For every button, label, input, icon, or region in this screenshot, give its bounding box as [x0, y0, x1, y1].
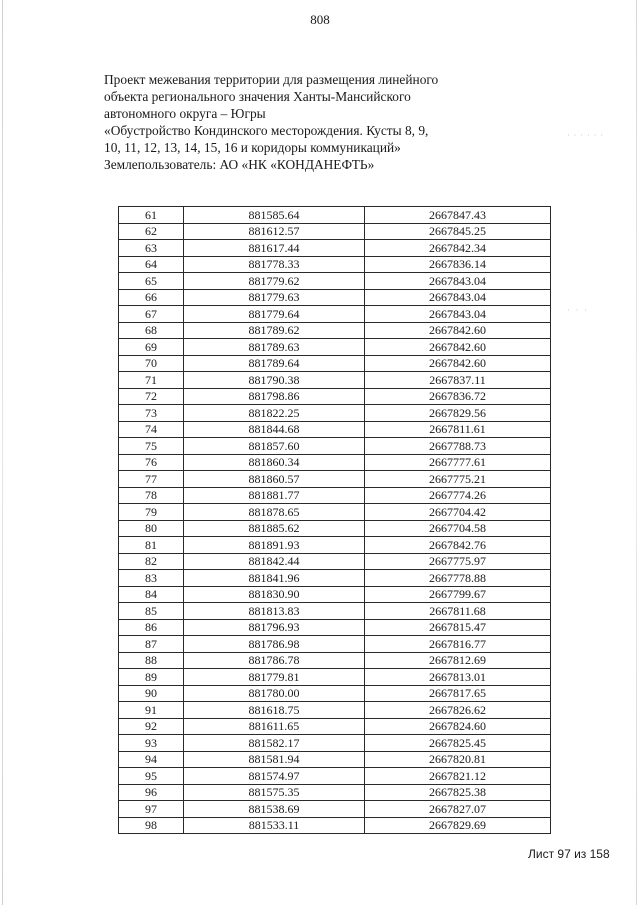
x-coordinate-cell: 881786.98: [184, 636, 365, 653]
y-coordinate-cell: 2667788.73: [365, 438, 551, 455]
point-number-cell: 81: [119, 537, 184, 554]
table-row: [119, 603, 551, 620]
y-coordinate-cell: 2667829.69: [365, 817, 551, 834]
y-coordinate-cell: 2667824.60: [365, 718, 551, 735]
table-row: [119, 207, 551, 224]
x-coordinate-cell: 881533.11: [184, 817, 365, 834]
scan-artifact-mark: · · · · · ·: [567, 131, 604, 140]
x-coordinate-cell: 881830.90: [184, 586, 365, 603]
table-row: [119, 405, 551, 422]
point-number-cell: 64: [119, 256, 184, 273]
header-line: Землепользователь: АО «НК «КОНДАНЕФТЬ»: [104, 157, 375, 172]
y-coordinate-cell: 2667847.43: [365, 207, 551, 224]
table-row: [119, 537, 551, 554]
point-number-cell: 86: [119, 619, 184, 636]
table-row: [119, 240, 551, 257]
point-number-cell: 92: [119, 718, 184, 735]
point-number-cell: 90: [119, 685, 184, 702]
x-coordinate-cell: 881881.77: [184, 487, 365, 504]
y-coordinate-cell: 2667704.42: [365, 504, 551, 521]
y-coordinate-cell: 2667836.14: [365, 256, 551, 273]
point-number-cell: 74: [119, 421, 184, 438]
point-number-cell: 67: [119, 306, 184, 323]
y-coordinate-cell: 2667811.68: [365, 603, 551, 620]
table-row: [119, 570, 551, 587]
table-row: [119, 784, 551, 801]
point-number-cell: 73: [119, 405, 184, 422]
y-coordinate-cell: 2667775.97: [365, 553, 551, 570]
point-number-cell: 84: [119, 586, 184, 603]
x-coordinate-cell: 881885.62: [184, 520, 365, 537]
x-coordinate-cell: 881822.25: [184, 405, 365, 422]
coordinates-table-body: [119, 207, 551, 834]
y-coordinate-cell: 2667842.60: [365, 355, 551, 372]
y-coordinate-cell: 2667704.58: [365, 520, 551, 537]
table-row: [119, 355, 551, 372]
y-coordinate-cell: 2667827.07: [365, 801, 551, 818]
y-coordinate-cell: 2667843.04: [365, 306, 551, 323]
y-coordinate-cell: 2667836.72: [365, 388, 551, 405]
document-header: [104, 71, 464, 173]
table-row: [119, 504, 551, 521]
x-coordinate-cell: 881841.96: [184, 570, 365, 587]
x-coordinate-cell: 881789.64: [184, 355, 365, 372]
table-row: [119, 339, 551, 356]
table-row: [119, 289, 551, 306]
table-row: [119, 702, 551, 719]
y-coordinate-cell: 2667778.88: [365, 570, 551, 587]
y-coordinate-cell: 2667843.04: [365, 273, 551, 290]
point-number-cell: 97: [119, 801, 184, 818]
x-coordinate-cell: 881779.63: [184, 289, 365, 306]
point-number-cell: 76: [119, 454, 184, 471]
table-row: [119, 669, 551, 686]
point-number-cell: 69: [119, 339, 184, 356]
y-coordinate-cell: 2667812.69: [365, 652, 551, 669]
point-number-cell: 89: [119, 669, 184, 686]
table-row: [119, 322, 551, 339]
table-row: [119, 718, 551, 735]
x-coordinate-cell: 881581.94: [184, 751, 365, 768]
x-coordinate-cell: 881790.38: [184, 372, 365, 389]
table-row: [119, 388, 551, 405]
table-row: [119, 652, 551, 669]
x-coordinate-cell: 881860.57: [184, 471, 365, 488]
table-row: [119, 454, 551, 471]
scan-edge-left: [2, 0, 3, 905]
header-line: 10, 11, 12, 13, 14, 15, 16 и коридоры коммуникаций»: [104, 140, 401, 155]
y-coordinate-cell: 2667815.47: [365, 619, 551, 636]
y-coordinate-cell: 2667825.38: [365, 784, 551, 801]
coordinates-table: [118, 206, 551, 834]
y-coordinate-cell: 2667799.67: [365, 586, 551, 603]
point-number-cell: 88: [119, 652, 184, 669]
x-coordinate-cell: 881891.93: [184, 537, 365, 554]
table-row: [119, 586, 551, 603]
point-number-cell: 70: [119, 355, 184, 372]
point-number-cell: 96: [119, 784, 184, 801]
point-number-cell: 82: [119, 553, 184, 570]
point-number-cell: 65: [119, 273, 184, 290]
x-coordinate-cell: 881617.44: [184, 240, 365, 257]
x-coordinate-cell: 881789.63: [184, 339, 365, 356]
point-number-cell: 78: [119, 487, 184, 504]
point-number-cell: 66: [119, 289, 184, 306]
point-number-cell: 61: [119, 207, 184, 224]
x-coordinate-cell: 881582.17: [184, 735, 365, 752]
scan-edge-right: [636, 0, 637, 905]
header-line: «Обустройство Кондинского месторождения. Кусты 8, 9,: [104, 123, 429, 138]
x-coordinate-cell: 881813.83: [184, 603, 365, 620]
y-coordinate-cell: 2667842.76: [365, 537, 551, 554]
header-line: объекта регионального значения Ханты-Мансийского: [104, 89, 411, 104]
table-row: [119, 273, 551, 290]
point-number-cell: 77: [119, 471, 184, 488]
y-coordinate-cell: 2667813.01: [365, 669, 551, 686]
x-coordinate-cell: 881538.69: [184, 801, 365, 818]
point-number-cell: 85: [119, 603, 184, 620]
x-coordinate-cell: 881611.65: [184, 718, 365, 735]
y-coordinate-cell: 2667845.25: [365, 223, 551, 240]
table-row: [119, 487, 551, 504]
table-row: [119, 619, 551, 636]
table-row: [119, 372, 551, 389]
y-coordinate-cell: 2667837.11: [365, 372, 551, 389]
table-row: [119, 768, 551, 785]
table-row: [119, 520, 551, 537]
table-row: [119, 256, 551, 273]
x-coordinate-cell: 881618.75: [184, 702, 365, 719]
y-coordinate-cell: 2667817.65: [365, 685, 551, 702]
x-coordinate-cell: 881844.68: [184, 421, 365, 438]
sheet-label: Лист 97 из 158: [528, 847, 610, 861]
point-number-cell: 98: [119, 817, 184, 834]
point-number-cell: 75: [119, 438, 184, 455]
table-row: [119, 421, 551, 438]
table-row: [119, 685, 551, 702]
x-coordinate-cell: 881780.00: [184, 685, 365, 702]
y-coordinate-cell: 2667777.61: [365, 454, 551, 471]
table-row: [119, 636, 551, 653]
y-coordinate-cell: 2667774.26: [365, 487, 551, 504]
point-number-cell: 71: [119, 372, 184, 389]
y-coordinate-cell: 2667829.56: [365, 405, 551, 422]
table-row: [119, 751, 551, 768]
y-coordinate-cell: 2667843.04: [365, 289, 551, 306]
x-coordinate-cell: 881798.86: [184, 388, 365, 405]
y-coordinate-cell: 2667842.34: [365, 240, 551, 257]
y-coordinate-cell: 2667842.60: [365, 339, 551, 356]
point-number-cell: 95: [119, 768, 184, 785]
point-number-cell: 83: [119, 570, 184, 587]
point-number-cell: 62: [119, 223, 184, 240]
x-coordinate-cell: 881796.93: [184, 619, 365, 636]
x-coordinate-cell: 881779.81: [184, 669, 365, 686]
point-number-cell: 63: [119, 240, 184, 257]
x-coordinate-cell: 881575.35: [184, 784, 365, 801]
x-coordinate-cell: 881789.62: [184, 322, 365, 339]
table-row: [119, 817, 551, 834]
y-coordinate-cell: 2667826.62: [365, 702, 551, 719]
point-number-cell: 91: [119, 702, 184, 719]
header-line: Проект межевания территории для размещения линейного: [104, 72, 439, 87]
point-number-cell: 87: [119, 636, 184, 653]
y-coordinate-cell: 2667821.12: [365, 768, 551, 785]
point-number-cell: 80: [119, 520, 184, 537]
y-coordinate-cell: 2667775.21: [365, 471, 551, 488]
x-coordinate-cell: 881857.60: [184, 438, 365, 455]
point-number-cell: 94: [119, 751, 184, 768]
table-row: [119, 801, 551, 818]
table-row: [119, 438, 551, 455]
x-coordinate-cell: 881612.57: [184, 223, 365, 240]
x-coordinate-cell: 881842.44: [184, 553, 365, 570]
y-coordinate-cell: 2667842.60: [365, 322, 551, 339]
x-coordinate-cell: 881786.78: [184, 652, 365, 669]
page-number: 808: [310, 12, 330, 27]
y-coordinate-cell: 2667820.81: [365, 751, 551, 768]
header-line: автономного округа – Югры: [104, 106, 266, 121]
scan-artifact-mark: · · ·: [567, 306, 589, 315]
point-number-cell: 68: [119, 322, 184, 339]
point-number-cell: 79: [119, 504, 184, 521]
x-coordinate-cell: 881860.34: [184, 454, 365, 471]
y-coordinate-cell: 2667811.61: [365, 421, 551, 438]
x-coordinate-cell: 881778.33: [184, 256, 365, 273]
y-coordinate-cell: 2667816.77: [365, 636, 551, 653]
x-coordinate-cell: 881779.62: [184, 273, 365, 290]
table-row: [119, 471, 551, 488]
point-number-cell: 93: [119, 735, 184, 752]
table-row: [119, 306, 551, 323]
x-coordinate-cell: 881585.64: [184, 207, 365, 224]
table-row: [119, 223, 551, 240]
x-coordinate-cell: 881878.65: [184, 504, 365, 521]
y-coordinate-cell: 2667825.45: [365, 735, 551, 752]
x-coordinate-cell: 881779.64: [184, 306, 365, 323]
table-row: [119, 553, 551, 570]
x-coordinate-cell: 881574.97: [184, 768, 365, 785]
table-row: [119, 735, 551, 752]
point-number-cell: 72: [119, 388, 184, 405]
